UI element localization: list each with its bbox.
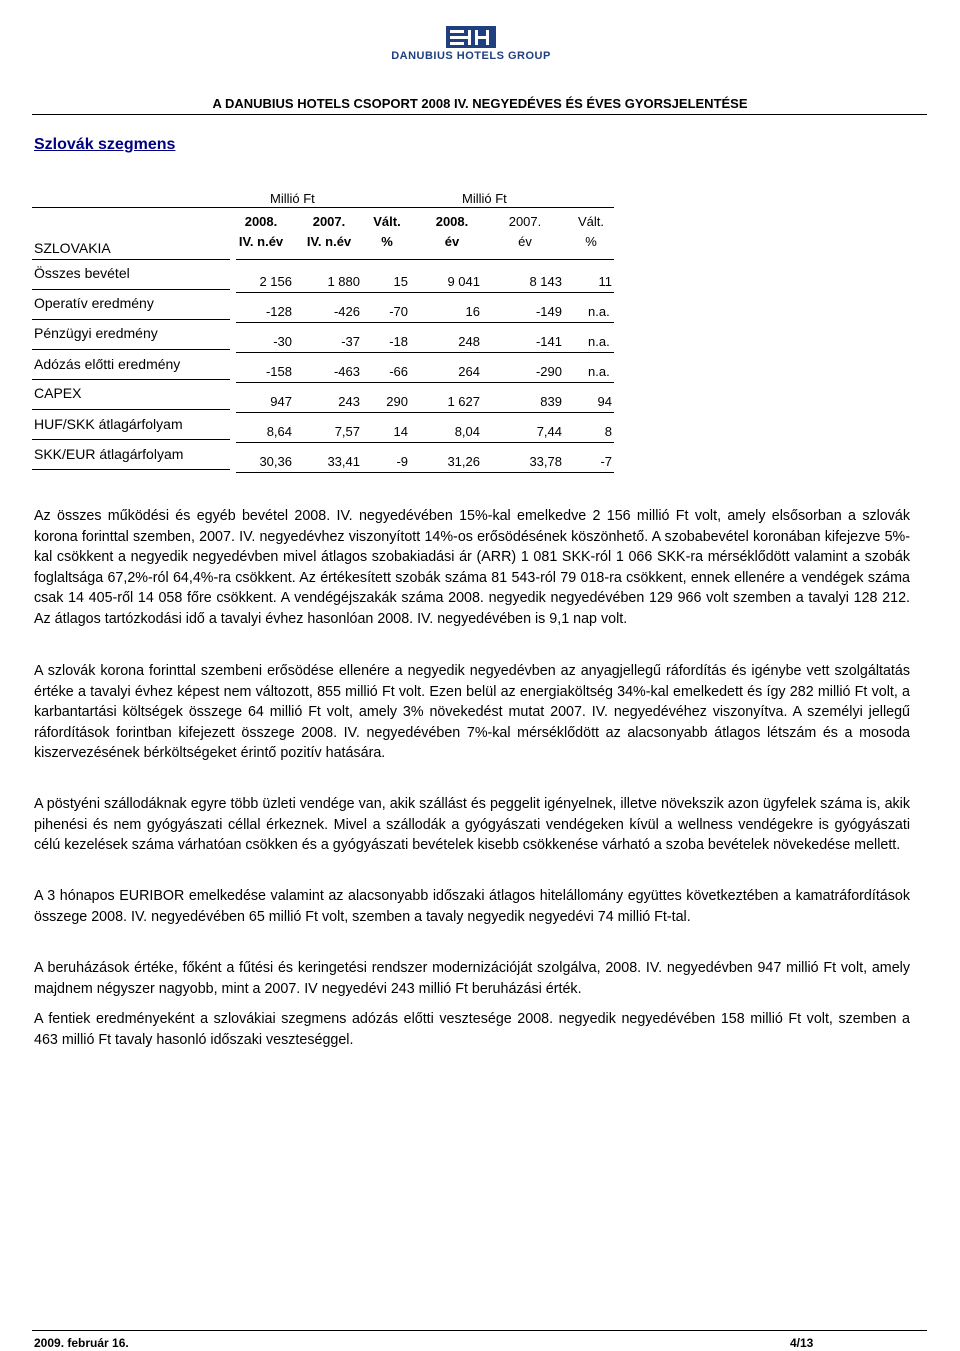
table-cell: 16 — [465, 304, 480, 319]
table-cell: 1 880 — [327, 274, 360, 289]
column-header — [497, 212, 553, 252]
table-cell: 8,04 — [454, 424, 480, 439]
report-title: A DANUBIUS HOTELS CSOPORT 2008 IV. NEGYEDÉVES ÉS ÉVES GYORSJELENTÉSE — [212, 96, 748, 111]
paragraph-result: A fentiek eredményeként a szlovákiai szegmens adózás előtti vesztesége 2008. negyedik negyedévében 158 millió Ft volt, szemben a 463 millió Ft tavaly hasonló időszaki veszteséggel. — [34, 1011, 910, 1048]
row-rule — [236, 412, 614, 413]
table-cell: n.a. — [588, 364, 610, 379]
table-cell: 11 — [598, 274, 612, 289]
paragraph-interest: A 3 hónapos EURIBOR emelkedése valamint az alacsonyabb időszaki átlagos hitelállomány együttes következtében a kamatráfordítások összege 2008. IV. negyedévében 65 millió Ft volt, szemben a tavaly negyedik negyedévi 74 millió Ft-tal. — [34, 888, 910, 925]
row-label: Operatív eredmény — [34, 295, 154, 311]
table-cell: -128 — [265, 304, 292, 319]
company-logo — [378, 26, 564, 70]
row-rule — [32, 289, 230, 290]
column-header — [566, 212, 616, 252]
header-divider — [32, 114, 927, 115]
table-cell: 290 — [386, 394, 408, 409]
column-header — [362, 212, 412, 252]
table-cell: 947 — [270, 394, 292, 409]
table-top-rule — [230, 207, 614, 208]
table-cell: -149 — [535, 304, 562, 319]
column-header-line: év — [444, 234, 460, 249]
footer-date: 2009. február 16. — [34, 1336, 129, 1350]
row-rule — [32, 439, 230, 440]
row-rule — [32, 319, 230, 320]
row-label: HUF/SKK átlagárfolyam — [34, 416, 183, 432]
column-header-line: Vált. — [577, 214, 604, 229]
unit-label-year: Millió Ft — [462, 191, 507, 206]
table-cell: 33,41 — [327, 454, 360, 469]
table-cell: 30,36 — [259, 454, 292, 469]
row-rule — [32, 379, 230, 380]
row-rule — [236, 382, 614, 383]
column-header — [226, 212, 296, 252]
column-header-line: Vált. — [373, 214, 401, 229]
row-label: Adózás előtti eredmény — [34, 356, 181, 372]
table-cell: n.a. — [588, 334, 610, 349]
table-cell: 14 — [393, 424, 408, 439]
row-rule — [236, 352, 614, 353]
table-cell: 1 627 — [447, 394, 480, 409]
row-rule — [236, 472, 614, 473]
brand-name: DANUBIUS HOTELS GROUP — [391, 50, 551, 62]
table-cell: -158 — [265, 364, 292, 379]
table-top-rule — [32, 207, 230, 208]
table-cell: 8 — [604, 424, 612, 439]
column-header-line: % — [585, 234, 597, 249]
paragraph-capex: A beruházások értéke, főként a fűtési és keringetési rendszer modernizációját szolgálva, 2008. IV. negyedévben 947 millió Ft volt, amely majdnem négyszer nagyobb, mint a 2007. IV negyedévi 243 millió Ft beruházási érték. — [34, 960, 910, 997]
table-cell: 248 — [458, 334, 480, 349]
table-cell: -426 — [333, 304, 360, 319]
table-header-rule — [32, 259, 230, 260]
paragraph-guests: A pöstyéni szállodáknak egyre több üzleti vendége van, akik szállást és peggelit igényelnek, illetve növekszik azon ügyfelek száma is, akik pihenési és nem gyógyászati céllal érkeznek. Mivel a szállodák a gyógyászati vendégeken kívül a wellness vendégekre is gyógyászati célú kezelések száma várhatóan csökken és a gyógyászati bevételek kisebb csökkenése várható a szoba bevételek növekedése mellett. — [34, 796, 910, 854]
table-cell: 839 — [540, 394, 562, 409]
column-header — [294, 212, 364, 252]
table-cell: 31,26 — [447, 454, 480, 469]
table-cell: 94 — [597, 394, 612, 409]
column-header-line: év — [518, 234, 532, 249]
column-header-line: % — [381, 234, 393, 249]
table-cell: -37 — [341, 334, 360, 349]
table-cell: 9 041 — [447, 274, 480, 289]
row-rule — [32, 349, 230, 350]
row-rule — [236, 442, 614, 443]
row-label: Pénzügyi eredmény — [34, 325, 158, 341]
table-cell: 264 — [458, 364, 480, 379]
column-header-line: 2008. — [244, 214, 278, 229]
table-header-rule — [236, 259, 614, 260]
row-rule — [32, 469, 230, 470]
table-cell: 7,44 — [536, 424, 562, 439]
column-header-line: 2008. — [435, 214, 469, 229]
table-cell: 7,57 — [334, 424, 360, 439]
table-cell: 15 — [393, 274, 408, 289]
paragraph-revenue: Az összes működési és egyéb bevétel 2008. IV. negyedévében 15%-kal emelkedve 2 156 millió Ft volt, amely elsősorban a szlovák korona forinttal szemben, 2007. IV. negyedévhez viszonyított 14%-os erősödésének köszönhető. A szobabevétel koronában kifejezve 5%-kal csökkent a negyedik negyedévben mivel átlagos szobakiadási ár (ARR) 1 081 SKK-ról 1 066 SKK-ra mérséklődött valamint a szobák foglaltsága 67,2%-ról 64,4%-ra csökkent. Az értékesített szobák száma 81 543-ról 79 018-ra csökkent, ennek ellenére a vendégek száma csak 14 405-ről 14 058 főre csökkent. A vendégéjszakák száma 2008. negyedik negyedévében 129 966 volt szemben a tavalyi 128 212. Az átlagos tartózkodási idő a tavalyi évhez hasonlóan 2008. IV. negyedévében is 9,1 nap volt. — [34, 508, 910, 627]
row-rule — [236, 322, 614, 323]
column-header-line: 2007. — [312, 214, 346, 229]
table-cell: 2 156 — [259, 274, 292, 289]
row-label: Összes bevétel — [34, 265, 130, 281]
table-cell: -7 — [600, 454, 612, 469]
column-header-line: IV. n.év — [306, 234, 352, 249]
table-cell: 33,78 — [529, 454, 562, 469]
danubius-logo-icon — [446, 26, 496, 48]
table-cell: n.a. — [588, 304, 610, 319]
table-cell: -30 — [273, 334, 292, 349]
table-cell: -141 — [535, 334, 562, 349]
table-cell: -9 — [396, 454, 408, 469]
row-label: SKK/EUR átlagárfolyam — [34, 446, 184, 462]
unit-label-quarter: Millió Ft — [270, 191, 315, 206]
footer-divider — [32, 1330, 927, 1331]
row-rule — [32, 409, 230, 410]
table-corner-label: SZLOVAKIA — [34, 240, 111, 256]
paragraph-costs: A szlovák korona forinttal szembeni erősödése ellenére a negyedik negyedévben az anyagjellegű ráfordítás és igénybe vett szolgáltatás értéke a tavalyi évhez képest nem változott, 855 millió Ft volt. Ezen belül az energiaköltség 34%-kal emelkedett és így 282 millió Ft volt, a karbantartási költségek összege 64 millió Ft volt, amely 3% növekedést mutat 2007. IV. negyedévéhez viszonyítva. A személyi jellegű ráfordítások forintban kifejezett összege 2008. IV. negyedévében 7%-kal mérséklődött az alacsonyabb átlagos létszám és a mosoda kiszervezésének bérköltségeket érintő pozitív hatására. — [34, 663, 910, 762]
column-header — [421, 212, 483, 252]
table-cell: -18 — [389, 334, 408, 349]
table-cell: -70 — [389, 304, 408, 319]
section-title: Szlovák szegmens — [34, 136, 176, 153]
table-cell: 243 — [338, 394, 360, 409]
row-rule — [236, 292, 614, 293]
table-cell: -463 — [333, 364, 360, 379]
table-cell: 8 143 — [529, 274, 562, 289]
table-cell: 8,64 — [266, 424, 292, 439]
table-cell: -66 — [389, 364, 408, 379]
row-label: CAPEX — [34, 385, 82, 401]
page-number: 4/13 — [790, 1336, 814, 1350]
column-header-line: 2007. — [508, 214, 542, 229]
table-cell: -290 — [535, 364, 562, 379]
column-header-line: IV. n.év — [238, 234, 284, 249]
